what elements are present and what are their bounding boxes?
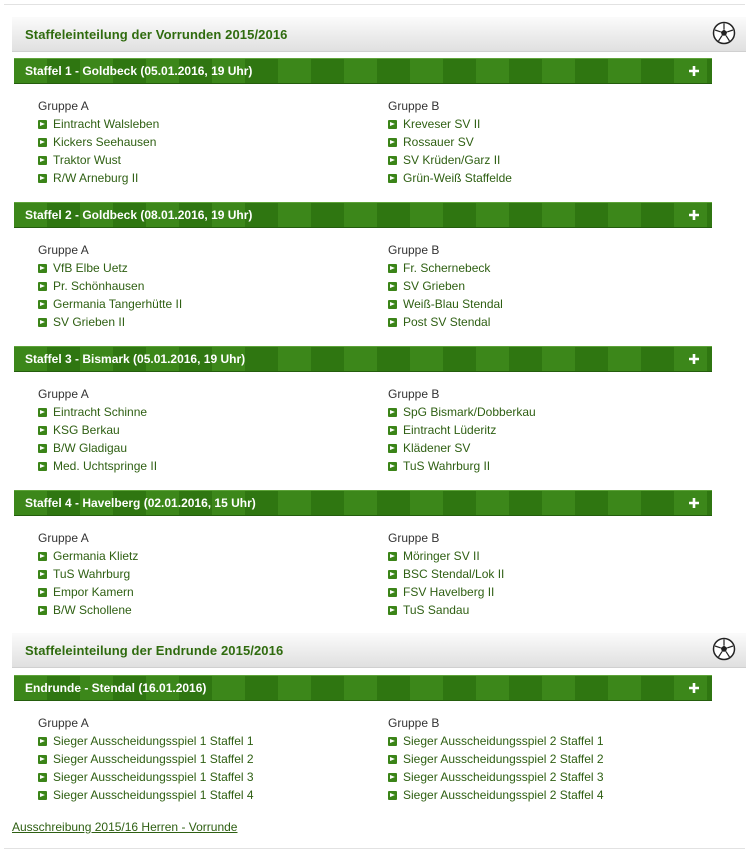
arrow-right-icon bbox=[38, 120, 47, 129]
team-item[interactable] bbox=[38, 403, 338, 421]
team-name: Post SV Stendal bbox=[403, 315, 491, 329]
plus-icon[interactable] bbox=[688, 65, 700, 77]
arrow-right-icon bbox=[388, 138, 397, 147]
team-name: Kickers Seehausen bbox=[53, 135, 157, 149]
arrow-right-icon bbox=[388, 791, 397, 800]
team-name: Germania Tangerhütte II bbox=[53, 297, 183, 311]
team-item[interactable] bbox=[388, 750, 688, 768]
team-name: Eintracht Lüderitz bbox=[403, 423, 497, 437]
arrow-right-icon bbox=[388, 755, 397, 764]
team-item[interactable] bbox=[38, 295, 338, 313]
group-label: Gruppe A bbox=[38, 716, 89, 730]
plus-icon[interactable] bbox=[688, 209, 700, 221]
staffel-title: Staffel 1 - Goldbeck (05.01.2016, 19 Uhr) bbox=[25, 64, 253, 78]
team-name: Sieger Ausscheidungsspiel 2 Staffel 1 bbox=[403, 734, 604, 748]
team-name: R/W Arneburg II bbox=[53, 171, 139, 185]
staffel-bar[interactable] bbox=[14, 58, 712, 84]
staffel-title: Staffel 2 - Goldbeck (08.01.2016, 19 Uhr) bbox=[25, 208, 253, 222]
team-item[interactable] bbox=[388, 439, 688, 457]
team-name: Sieger Ausscheidungsspiel 2 Staffel 2 bbox=[403, 752, 604, 766]
team-name: FSV Havelberg II bbox=[403, 585, 495, 599]
group-b bbox=[388, 529, 688, 619]
team-item[interactable] bbox=[388, 133, 688, 151]
group-b bbox=[388, 385, 688, 475]
team-item[interactable] bbox=[38, 547, 338, 565]
team-item[interactable] bbox=[388, 583, 688, 601]
arrow-right-icon bbox=[388, 120, 397, 129]
team-item[interactable] bbox=[38, 169, 338, 187]
plus-icon[interactable] bbox=[688, 497, 700, 509]
arrow-right-icon bbox=[388, 156, 397, 165]
arrow-right-icon bbox=[388, 462, 397, 471]
section-header-vorrunden bbox=[12, 17, 746, 52]
arrow-right-icon bbox=[38, 606, 47, 615]
arrow-right-icon bbox=[38, 426, 47, 435]
team-name: SV Grieben bbox=[403, 279, 466, 293]
team-item[interactable] bbox=[38, 601, 338, 619]
arrow-right-icon bbox=[38, 773, 47, 782]
team-name: Pr. Schönhausen bbox=[53, 279, 145, 293]
team-name: TuS Wahrburg II bbox=[403, 459, 491, 473]
group-label: Gruppe B bbox=[388, 387, 440, 401]
arrow-right-icon bbox=[388, 318, 397, 327]
team-name: Eintracht Schinne bbox=[53, 405, 148, 419]
team-name: BSC Stendal/Lok II bbox=[403, 567, 505, 581]
team-item[interactable] bbox=[388, 601, 688, 619]
arrow-right-icon bbox=[38, 318, 47, 327]
arrow-right-icon bbox=[388, 552, 397, 561]
staffel-title: Endrunde - Stendal (16.01.2016) bbox=[25, 681, 207, 695]
arrow-right-icon bbox=[388, 264, 397, 273]
team-name: Med. Uchtspringe II bbox=[53, 459, 158, 473]
group-b bbox=[388, 714, 688, 804]
team-item[interactable] bbox=[38, 313, 338, 331]
arrow-right-icon bbox=[388, 737, 397, 746]
arrow-right-icon bbox=[38, 588, 47, 597]
plus-icon[interactable] bbox=[688, 353, 700, 365]
group-a bbox=[38, 241, 338, 331]
staffel-bar[interactable] bbox=[14, 346, 712, 372]
team-item[interactable] bbox=[38, 277, 338, 295]
team-name: B/W Gladigau bbox=[53, 441, 128, 455]
team-item[interactable] bbox=[38, 259, 338, 277]
arrow-right-icon bbox=[388, 282, 397, 291]
team-name: TuS Wahrburg bbox=[53, 567, 131, 581]
soccer-ball-icon bbox=[712, 21, 736, 45]
team-name: Sieger Ausscheidungsspiel 1 Staffel 2 bbox=[53, 752, 254, 766]
team-item[interactable] bbox=[38, 583, 338, 601]
team-name: Fr. Schernebeck bbox=[403, 261, 491, 275]
team-item[interactable] bbox=[38, 115, 338, 133]
team-name: Empor Kamern bbox=[53, 585, 134, 599]
arrow-right-icon bbox=[388, 773, 397, 782]
team-name: Sieger Ausscheidungsspiel 2 Staffel 3 bbox=[403, 770, 604, 784]
ausschreibung-link[interactable]: Ausschreibung 2015/16 Herren - Vorrunde bbox=[12, 820, 238, 834]
team-item[interactable] bbox=[38, 750, 338, 768]
group-a bbox=[38, 385, 338, 475]
soccer-ball-icon bbox=[712, 637, 736, 661]
section-title: Staffeleinteilung der Endrunde 2015/2016 bbox=[25, 643, 284, 658]
group-label: Gruppe B bbox=[388, 99, 440, 113]
team-name: Kreveser SV II bbox=[403, 117, 481, 131]
group-b bbox=[388, 241, 688, 331]
team-name: TuS Sandau bbox=[403, 603, 470, 617]
team-item[interactable] bbox=[388, 732, 688, 750]
team-item[interactable] bbox=[388, 169, 688, 187]
arrow-right-icon bbox=[388, 300, 397, 309]
arrow-right-icon bbox=[38, 156, 47, 165]
team-item[interactable] bbox=[38, 439, 338, 457]
arrow-right-icon bbox=[38, 791, 47, 800]
arrow-right-icon bbox=[38, 300, 47, 309]
group-label: Gruppe B bbox=[388, 716, 440, 730]
team-item[interactable] bbox=[388, 565, 688, 583]
team-item[interactable] bbox=[388, 259, 688, 277]
arrow-right-icon bbox=[38, 462, 47, 471]
arrow-right-icon bbox=[388, 408, 397, 417]
group-label: Gruppe A bbox=[38, 387, 89, 401]
team-item[interactable] bbox=[388, 151, 688, 169]
plus-icon[interactable] bbox=[688, 682, 700, 694]
team-name: Traktor Wust bbox=[53, 153, 122, 167]
section-title: Staffeleinteilung der Vorrunden 2015/2016 bbox=[25, 27, 288, 42]
team-name: Grün-Weiß Staffelde bbox=[403, 171, 512, 185]
arrow-right-icon bbox=[38, 282, 47, 291]
group-label: Gruppe A bbox=[38, 531, 89, 545]
arrow-right-icon bbox=[38, 408, 47, 417]
team-name: B/W Schollene bbox=[53, 603, 132, 617]
team-name: Sieger Ausscheidungsspiel 1 Staffel 1 bbox=[53, 734, 254, 748]
team-name: VfB Elbe Uetz bbox=[53, 261, 128, 275]
team-item[interactable] bbox=[38, 457, 338, 475]
team-item[interactable] bbox=[388, 295, 688, 313]
team-item[interactable] bbox=[388, 313, 688, 331]
team-item[interactable] bbox=[38, 133, 338, 151]
staffel-bar[interactable] bbox=[14, 202, 712, 228]
arrow-right-icon bbox=[38, 755, 47, 764]
team-item[interactable] bbox=[388, 403, 688, 421]
team-item[interactable] bbox=[38, 151, 338, 169]
team-name: Rossauer SV bbox=[403, 135, 474, 149]
arrow-right-icon bbox=[38, 552, 47, 561]
staffel-title: Staffel 3 - Bismark (05.01.2016, 19 Uhr) bbox=[25, 352, 246, 366]
team-item[interactable] bbox=[38, 732, 338, 750]
team-item[interactable] bbox=[388, 421, 688, 439]
team-name: Möringer SV II bbox=[403, 549, 480, 563]
team-name: KSG Berkau bbox=[53, 423, 120, 437]
arrow-right-icon bbox=[38, 138, 47, 147]
team-item[interactable] bbox=[38, 565, 338, 583]
team-item[interactable] bbox=[38, 786, 338, 804]
arrow-right-icon bbox=[388, 444, 397, 453]
arrow-right-icon bbox=[38, 737, 47, 746]
team-name: SpG Bismark/Dobberkau bbox=[403, 405, 536, 419]
team-item[interactable] bbox=[388, 277, 688, 295]
team-name: Klädener SV bbox=[403, 441, 471, 455]
team-name: Germania Klietz bbox=[53, 549, 139, 563]
arrow-right-icon bbox=[38, 264, 47, 273]
arrow-right-icon bbox=[38, 174, 47, 183]
team-name: SV Grieben II bbox=[53, 315, 126, 329]
team-name: Sieger Ausscheidungsspiel 2 Staffel 4 bbox=[403, 788, 604, 802]
arrow-right-icon bbox=[388, 588, 397, 597]
arrow-right-icon bbox=[388, 174, 397, 183]
arrow-right-icon bbox=[38, 444, 47, 453]
group-a bbox=[38, 529, 338, 619]
team-item[interactable] bbox=[388, 786, 688, 804]
arrow-right-icon bbox=[38, 570, 47, 579]
group-label: Gruppe B bbox=[388, 531, 440, 545]
team-item[interactable] bbox=[388, 547, 688, 565]
team-name: SV Krüden/Garz II bbox=[403, 153, 501, 167]
team-item[interactable] bbox=[388, 768, 688, 786]
group-label: Gruppe A bbox=[38, 243, 89, 257]
team-name: Eintracht Walsleben bbox=[53, 117, 160, 131]
group-a bbox=[38, 97, 338, 187]
arrow-right-icon bbox=[388, 426, 397, 435]
staffel-title: Staffel 4 - Havelberg (02.01.2016, 15 Uhr) bbox=[25, 496, 256, 510]
team-item[interactable] bbox=[388, 115, 688, 133]
group-b bbox=[388, 97, 688, 187]
team-name: Sieger Ausscheidungsspiel 1 Staffel 4 bbox=[53, 788, 254, 802]
group-label: Gruppe A bbox=[38, 99, 89, 113]
group-label: Gruppe B bbox=[388, 243, 440, 257]
team-item[interactable] bbox=[388, 457, 688, 475]
staffel-bar[interactable] bbox=[14, 490, 712, 516]
section-header-endrunde bbox=[12, 633, 746, 668]
team-name: Weiß-Blau Stendal bbox=[403, 297, 503, 311]
team-item[interactable] bbox=[38, 768, 338, 786]
team-name: Sieger Ausscheidungsspiel 1 Staffel 3 bbox=[53, 770, 254, 784]
arrow-right-icon bbox=[388, 606, 397, 615]
group-a bbox=[38, 714, 338, 804]
staffel-bar[interactable] bbox=[14, 675, 712, 701]
arrow-right-icon bbox=[388, 570, 397, 579]
team-item[interactable] bbox=[38, 421, 338, 439]
